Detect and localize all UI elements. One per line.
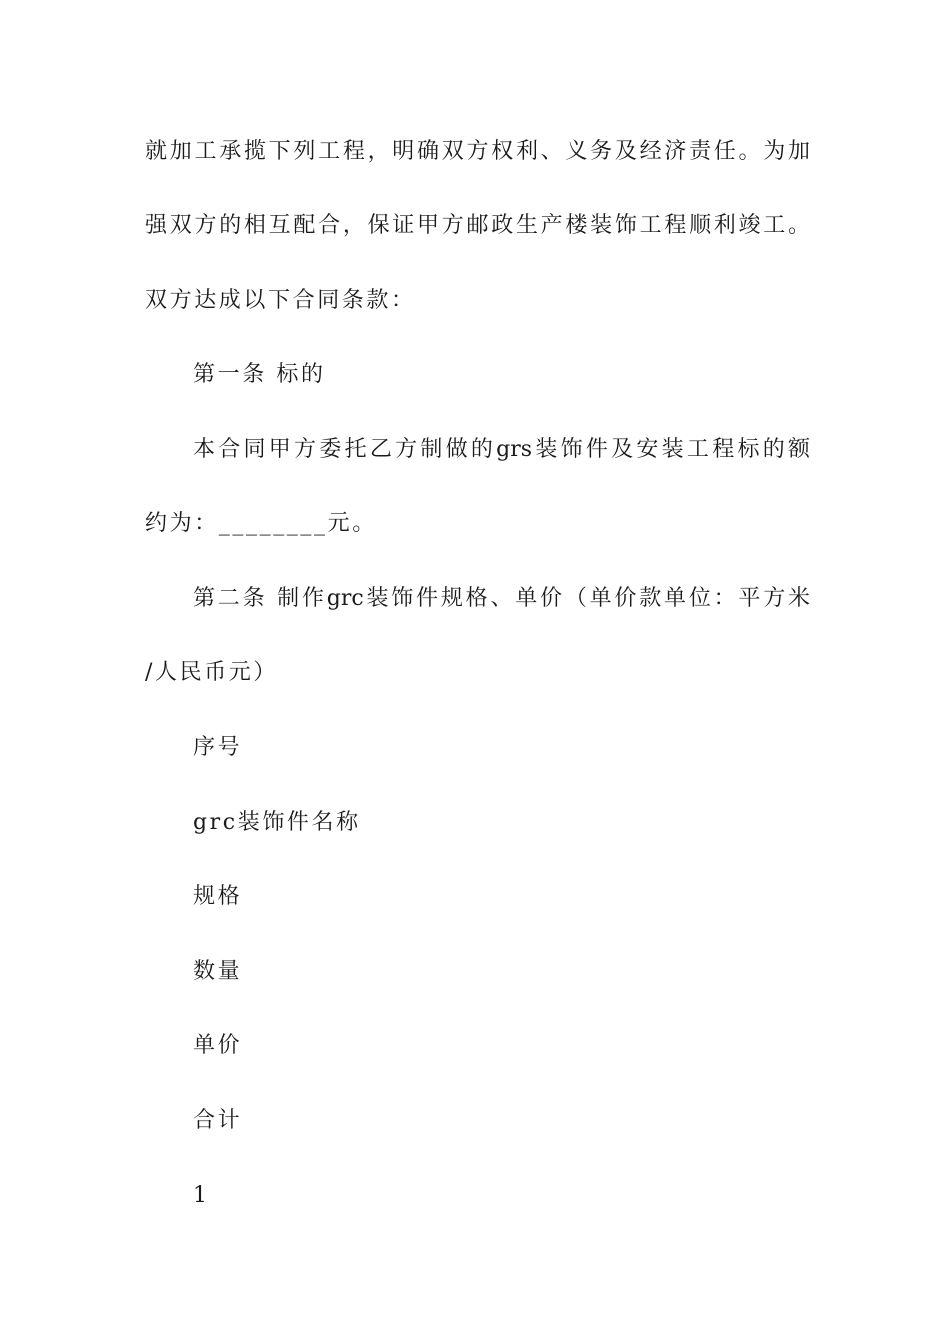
table-header-serial: 序号: [193, 735, 243, 760]
table-header-unit-price: 单价: [193, 1033, 243, 1058]
article-1-text-line-2: 约为：________元。: [145, 511, 377, 536]
article-1-heading: 第一条 标的: [193, 362, 326, 387]
paragraph-line-2: 强双方的相互配合，保证甲方邮政生产楼装饰工程顺利竣工。: [145, 213, 810, 238]
table-row-number: 1: [193, 1183, 210, 1208]
article-2-heading-line-2: /人民币元）: [145, 660, 279, 685]
table-header-quantity: 数量: [193, 959, 243, 984]
paragraph-line-1: 就加工承揽下列工程，明确双方权利、义务及经济责任。为加: [145, 139, 810, 164]
article-1-text-line-1: 本合同甲方委托乙方制做的grs装饰件及安装工程标的额: [193, 437, 810, 462]
paragraph-line-3: 双方达成以下合同条款：: [145, 288, 416, 313]
table-header-item-name: grc装饰件名称: [193, 810, 361, 835]
article-2-heading-line-1: 第二条 制作grc装饰件规格、单价（单价款单位：平方米: [193, 586, 810, 611]
table-header-spec: 规格: [193, 884, 243, 909]
table-header-total: 合计: [193, 1108, 243, 1133]
